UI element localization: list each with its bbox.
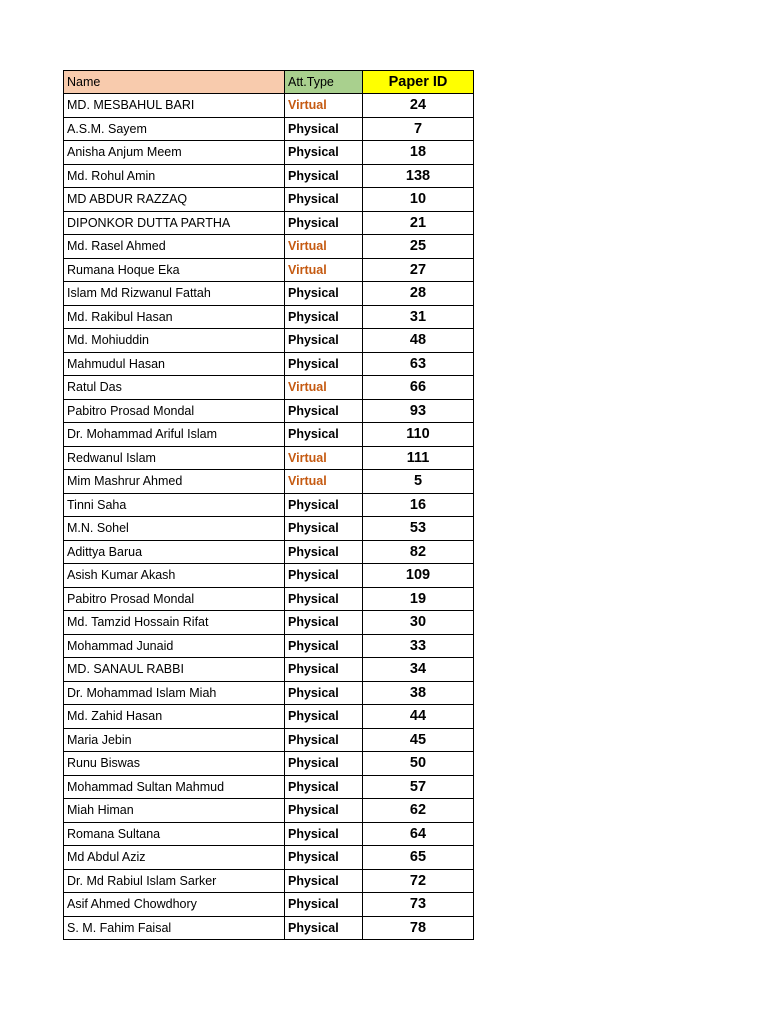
paper-id-cell[interactable]: 7 [363,117,474,141]
table-row [64,658,474,682]
table-row [64,869,474,893]
name-cell[interactable]: Md. Mohiuddin [64,329,285,353]
table-row [64,822,474,846]
table-row [64,634,474,658]
att-type-cell[interactable]: Physical [285,611,363,635]
table-row [64,916,474,940]
table-row [64,564,474,588]
att-type-cell[interactable]: Physical [285,564,363,588]
table-row [64,235,474,259]
paper-id-cell[interactable]: 64 [363,822,474,846]
att-type-cell[interactable]: Virtual [285,258,363,282]
name-cell[interactable]: Dr. Mohammad Ariful Islam [64,423,285,447]
table-row [64,282,474,306]
att-type-cell[interactable]: Physical [285,117,363,141]
table-row [64,752,474,776]
table-row [64,611,474,635]
paper-id-cell[interactable]: 21 [363,211,474,235]
table-row [64,164,474,188]
att-type-cell[interactable]: Physical [285,352,363,376]
header-paper-id[interactable]: Paper ID [363,71,474,94]
att-type-cell[interactable]: Physical [285,846,363,870]
table-row [64,446,474,470]
name-cell[interactable]: S. M. Fahim Faisal [64,916,285,940]
name-cell[interactable]: Md Abdul Aziz [64,846,285,870]
table-row [64,141,474,165]
table-row [64,846,474,870]
paper-id-cell[interactable]: 24 [363,94,474,118]
att-type-cell[interactable]: Physical [285,399,363,423]
att-type-cell[interactable]: Virtual [285,376,363,400]
att-type-cell[interactable]: Virtual [285,446,363,470]
table-row [64,305,474,329]
table-row [64,493,474,517]
att-type-cell[interactable]: Physical [285,329,363,353]
paper-id-cell[interactable]: 28 [363,282,474,306]
paper-id-cell[interactable]: 82 [363,540,474,564]
table-row [64,470,474,494]
paper-id-cell[interactable]: 50 [363,752,474,776]
attendance-table [63,70,474,940]
table-row [64,587,474,611]
paper-id-cell[interactable]: 109 [363,564,474,588]
table-row [64,705,474,729]
paper-id-cell[interactable]: 10 [363,188,474,212]
att-type-cell[interactable]: Physical [285,517,363,541]
name-cell[interactable]: DIPONKOR DUTTA PARTHA [64,211,285,235]
name-cell[interactable]: Adittya Barua [64,540,285,564]
name-cell[interactable]: Islam Md Rizwanul Fattah [64,282,285,306]
header-name[interactable]: Name [64,71,285,94]
paper-id-cell[interactable]: 62 [363,799,474,823]
name-cell[interactable]: Md. Tamzid Hossain Rifat [64,611,285,635]
paper-id-cell[interactable]: 44 [363,705,474,729]
att-type-cell[interactable]: Virtual [285,94,363,118]
name-cell[interactable]: Runu Biswas [64,752,285,776]
name-cell[interactable]: Dr. Mohammad Islam Miah [64,681,285,705]
paper-id-cell[interactable]: 25 [363,235,474,259]
att-type-cell[interactable]: Physical [285,493,363,517]
paper-id-cell[interactable]: 73 [363,893,474,917]
paper-id-cell[interactable]: 16 [363,493,474,517]
table-header-row [64,71,474,94]
name-cell[interactable]: Md. Zahid Hasan [64,705,285,729]
att-type-cell[interactable]: Physical [285,658,363,682]
name-cell[interactable]: Redwanul Islam [64,446,285,470]
table-row [64,211,474,235]
att-type-cell[interactable]: Physical [285,305,363,329]
table-body [64,94,474,940]
paper-id-cell[interactable]: 45 [363,728,474,752]
att-type-cell[interactable]: Physical [285,164,363,188]
paper-id-cell[interactable]: 53 [363,517,474,541]
att-type-cell[interactable]: Physical [285,822,363,846]
paper-id-cell[interactable]: 19 [363,587,474,611]
paper-id-cell[interactable]: 5 [363,470,474,494]
table-row [64,376,474,400]
name-cell[interactable]: Mohammad Junaid [64,634,285,658]
paper-id-cell[interactable]: 31 [363,305,474,329]
header-att-type[interactable]: Att.Type [285,71,363,94]
name-cell[interactable]: MD ABDUR RAZZAQ [64,188,285,212]
att-type-cell[interactable]: Physical [285,705,363,729]
table-row [64,540,474,564]
name-cell[interactable]: Asish Kumar Akash [64,564,285,588]
table-row [64,517,474,541]
table-row [64,423,474,447]
table-row [64,399,474,423]
paper-id-cell[interactable]: 18 [363,141,474,165]
paper-id-cell[interactable]: 57 [363,775,474,799]
table-row [64,728,474,752]
table-row [64,681,474,705]
paper-id-cell[interactable]: 38 [363,681,474,705]
table-row [64,258,474,282]
paper-id-cell[interactable]: 110 [363,423,474,447]
table-row [64,893,474,917]
name-cell[interactable]: Romana Sultana [64,822,285,846]
name-cell[interactable]: Miah Himan [64,799,285,823]
name-cell[interactable]: Md. Rasel Ahmed [64,235,285,259]
name-cell[interactable]: Dr. Md Rabiul Islam Sarker [64,869,285,893]
name-cell[interactable]: MD. SANAUL RABBI [64,658,285,682]
table-row [64,775,474,799]
att-type-cell[interactable]: Physical [285,775,363,799]
att-type-cell[interactable]: Physical [285,893,363,917]
paper-id-cell[interactable]: 34 [363,658,474,682]
name-cell[interactable]: M.N. Sohel [64,517,285,541]
name-cell[interactable]: Rumana Hoque Eka [64,258,285,282]
att-type-cell[interactable]: Physical [285,282,363,306]
name-cell[interactable]: Md. Rohul Amin [64,164,285,188]
att-type-cell[interactable]: Physical [285,728,363,752]
paper-id-cell[interactable]: 93 [363,399,474,423]
att-type-cell[interactable]: Physical [285,211,363,235]
att-type-cell[interactable]: Physical [285,869,363,893]
paper-id-cell[interactable]: 72 [363,869,474,893]
paper-id-cell[interactable]: 63 [363,352,474,376]
name-cell[interactable]: MD. MESBAHUL BARI [64,94,285,118]
paper-id-cell[interactable]: 138 [363,164,474,188]
paper-id-cell[interactable]: 27 [363,258,474,282]
att-type-cell[interactable]: Physical [285,752,363,776]
att-type-cell[interactable]: Physical [285,423,363,447]
att-type-cell[interactable]: Virtual [285,235,363,259]
table-row [64,352,474,376]
table-row [64,188,474,212]
paper-id-cell[interactable]: 30 [363,611,474,635]
table-row [64,117,474,141]
name-cell[interactable]: Md. Rakibul Hasan [64,305,285,329]
attendance-sheet [63,70,474,940]
name-cell[interactable]: Ratul Das [64,376,285,400]
paper-id-cell[interactable]: 78 [363,916,474,940]
paper-id-cell[interactable]: 65 [363,846,474,870]
att-type-cell[interactable]: Physical [285,634,363,658]
name-cell[interactable]: Mim Mashrur Ahmed [64,470,285,494]
att-type-cell[interactable]: Physical [285,681,363,705]
name-cell[interactable]: Tinni Saha [64,493,285,517]
name-cell[interactable]: Mahmudul Hasan [64,352,285,376]
paper-id-cell[interactable]: 111 [363,446,474,470]
att-type-cell[interactable]: Physical [285,587,363,611]
att-type-cell[interactable]: Physical [285,916,363,940]
name-cell[interactable]: A.S.M. Sayem [64,117,285,141]
paper-id-cell[interactable]: 33 [363,634,474,658]
att-type-cell[interactable]: Physical [285,799,363,823]
paper-id-cell[interactable]: 66 [363,376,474,400]
name-cell[interactable]: Pabitro Prosad Mondal [64,399,285,423]
name-cell[interactable]: Anisha Anjum Meem [64,141,285,165]
table-row [64,329,474,353]
name-cell[interactable]: Maria Jebin [64,728,285,752]
name-cell[interactable]: Asif Ahmed Chowdhory [64,893,285,917]
paper-id-cell[interactable]: 48 [363,329,474,353]
att-type-cell[interactable]: Virtual [285,470,363,494]
att-type-cell[interactable]: Physical [285,540,363,564]
table-row [64,799,474,823]
name-cell[interactable]: Mohammad Sultan Mahmud [64,775,285,799]
name-cell[interactable]: Pabitro Prosad Mondal [64,587,285,611]
table-row [64,94,474,118]
att-type-cell[interactable]: Physical [285,188,363,212]
att-type-cell[interactable]: Physical [285,141,363,165]
